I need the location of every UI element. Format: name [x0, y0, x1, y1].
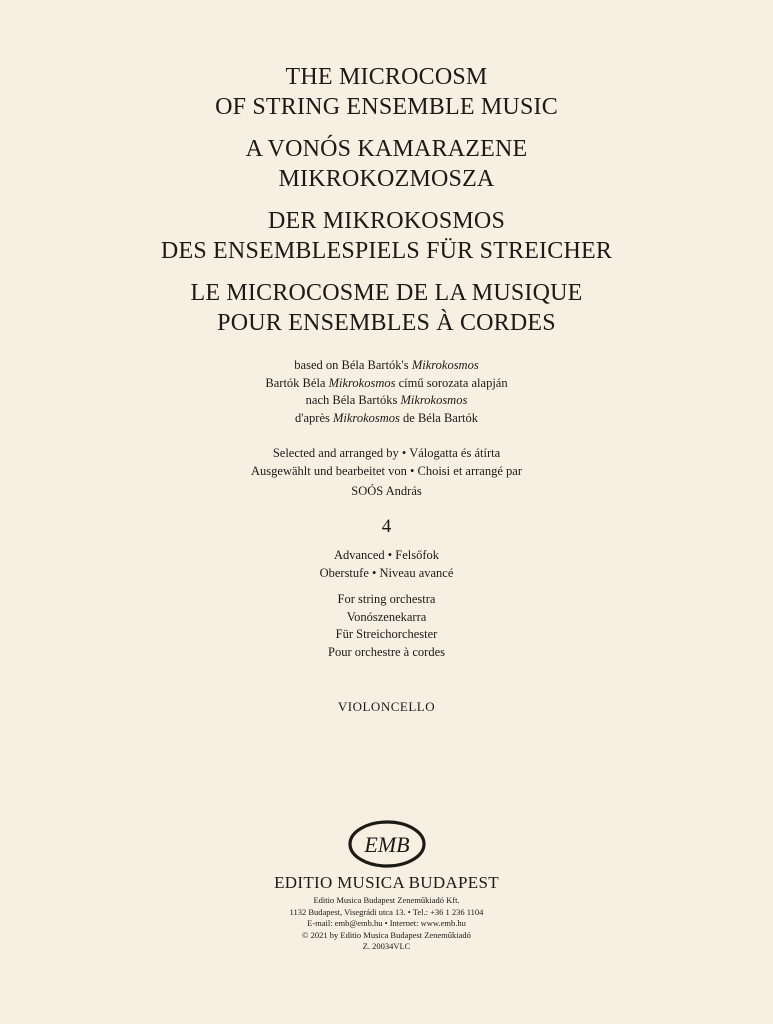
ensemble-block: [0, 591, 773, 661]
catalog-number: Z. 20034VLC: [362, 941, 411, 951]
based-on-en-text: based on Béla Bartók's: [294, 358, 412, 372]
based-on-fr-text: d'après: [294, 410, 333, 425]
publisher-line-4: © 2021 by Editio Musica Budapest Zeneműkiadó: [302, 929, 471, 940]
credits-line-2: Ausgewählt und bearbeitet von • Choisi et arrangé par: [251, 463, 522, 478]
level-line-2: Oberstufe • Niveau avancé: [319, 565, 454, 580]
based-on-block: [0, 357, 773, 427]
based-on-en: [0, 357, 773, 375]
credits-block: [0, 445, 773, 501]
emb-logo: [347, 818, 427, 870]
arranger-name: SOÓS András: [351, 484, 422, 498]
ensemble-en: For string orchestra: [337, 592, 436, 606]
title-en-line-1: THE MICROCOSM: [285, 64, 488, 90]
title-block: [0, 62, 773, 338]
level-block: [0, 547, 773, 582]
based-on-fr: [0, 410, 773, 428]
volume-number: 4: [381, 516, 392, 537]
title-hu-line-1: A VONÓS KAMARAZENE: [245, 136, 528, 162]
credits-line-1: Selected and arranged by • Válogatta és átírta: [272, 446, 501, 460]
based-on-hu: [0, 375, 773, 393]
title-de-line-1: DER MIKROKOSMOS: [267, 208, 506, 234]
level-line-1: Advanced • Felsőfok: [333, 548, 440, 562]
instrument-label: VIOLONCELLO: [337, 699, 436, 714]
logo-text: EMB: [364, 832, 410, 857]
ensemble-hu: Vonószenekarra: [346, 609, 427, 624]
title-fr-line-2: POUR ENSEMBLES À CORDES: [217, 310, 556, 336]
title-de-line-2: DES ENSEMBLESPIELS FÜR STREICHER: [160, 238, 613, 264]
title-en-line-2: OF STRING ENSEMBLE MUSIC: [215, 94, 558, 120]
based-on-en-title: Mikrokosmos: [411, 358, 479, 372]
based-on-de-text: nach Béla Bartóks: [305, 393, 401, 407]
publisher-line-3: E-mail: emb@emb.hu • Internet: www.emb.hu: [307, 918, 466, 928]
based-on-fr-tail: de Béla Bartók: [399, 410, 478, 425]
based-on-de-title: Mikrokosmos: [400, 393, 468, 407]
based-on-fr-title: Mikrokosmos: [333, 410, 400, 425]
publisher-line-2: 1132 Budapest, Visegrádi utca 13. • Tel.: +36 1 236 1104: [289, 906, 484, 917]
publisher-name: EDITIO MUSICA BUDAPEST: [274, 873, 499, 892]
title-hu-line-2: MIKROKOZMOSZA: [278, 166, 495, 192]
publisher-line-1: Editio Musica Budapest Zeneműkiadó Kft.: [313, 895, 460, 905]
based-on-hu-title: Mikrokosmos: [328, 375, 396, 390]
based-on-hu-text: Bartók Béla: [265, 375, 329, 390]
ensemble-de: Für Streichorchester: [335, 627, 438, 641]
title-fr-line-1: LE MICROCOSME DE LA MUSIQUE: [190, 280, 583, 306]
ensemble-fr: Pour orchestre à cordes: [328, 644, 445, 659]
based-on-hu-tail: című sorozata alapján: [395, 375, 508, 390]
publisher-details: [0, 895, 773, 953]
based-on-de: [0, 392, 773, 410]
